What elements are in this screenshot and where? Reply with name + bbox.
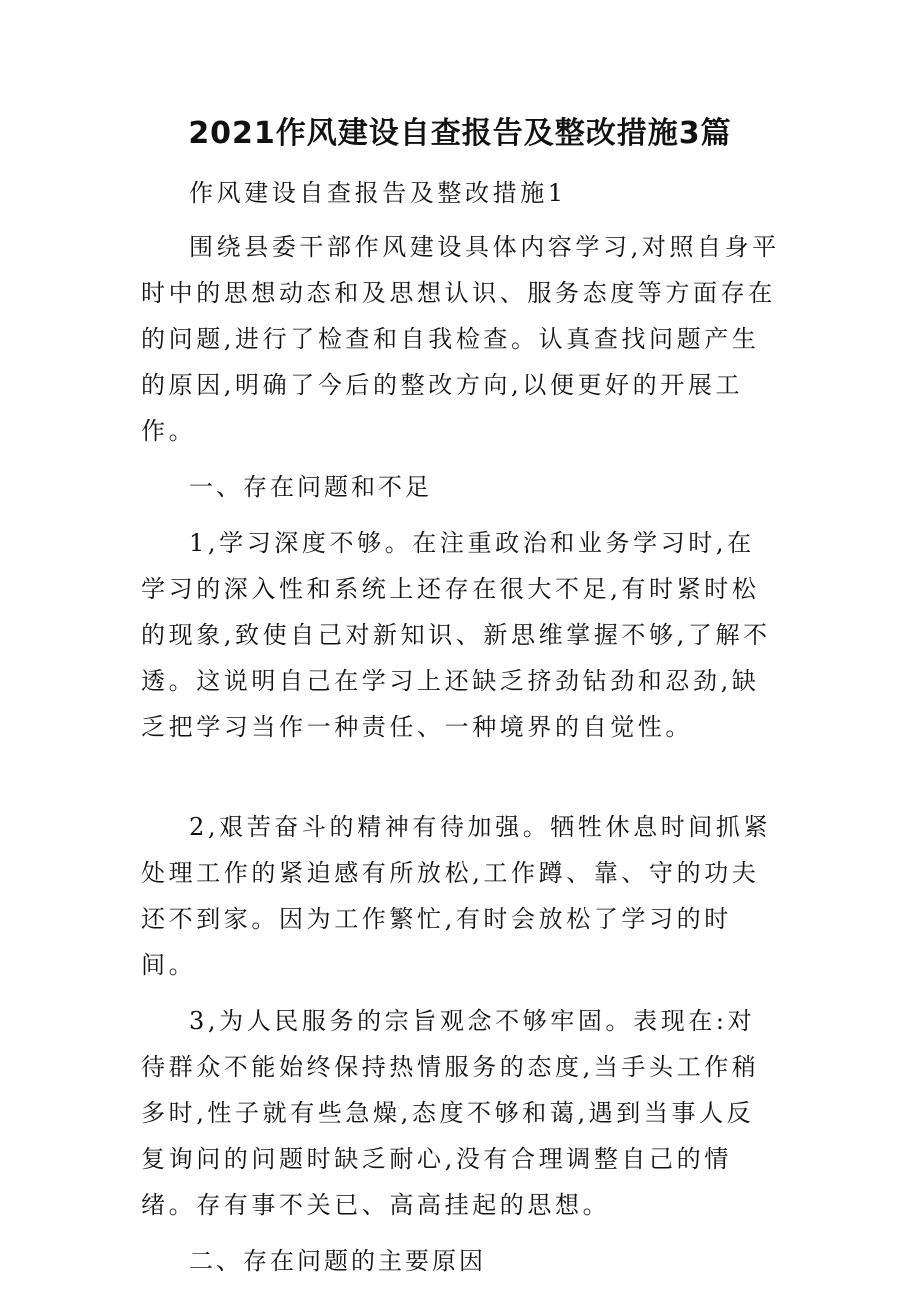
problem-item-3: 3,为人民服务的宗旨观念不够牢固。表现在:对待群众不能始终保持热情服务的态度,当手头工作稍多时,性子就有些急燥,态度不够和蔼,遇到当事人反复询问的问题时缺乏耐心,没有合理调整自己的情绪。存有事不关已、高高挂起的思想。 — [141, 1007, 760, 1219]
section-heading-causes: 二、存在问题的主要原因 — [189, 1247, 486, 1275]
problem-item-2: 2,艰苦奋斗的精神有待加强。牺牲休息时间抓紧处理工作的紧迫感有所放松,工作蹲、靠、守的功夫还不到家。因为工作繁忙,有时会放松了学习的时间。 — [141, 813, 772, 979]
intro-paragraph: 围绕县委干部作风建设具体内容学习,对照自身平时中的思想动态和及思想认识、服务态度等方面存在的问题,进行了检查和自我检查。认真查找问题产生的原因,明确了今后的整改方向,以便更好的开展工作。 — [141, 233, 780, 445]
section-heading-problems: 一、存在问题和不足 — [189, 473, 432, 501]
section-subtitle: 作风建设自查报告及整改措施1 — [189, 179, 567, 207]
document-body — [141, 170, 781, 1284]
document-title: 2021作风建设自查报告及整改措施3篇 — [188, 116, 732, 151]
problem-item-1: 1,学习深度不够。在注重政治和业务学习时,在学习的深入性和系统上还存在很大不足,有时紧时松的现象,致使自己对新知识、新思维掌握不够,了解不透。这说明自己在学习上还缺乏挤劲钻劲和忍劲,缺乏把学习当作一种责任、一种境界的自觉性。 — [141, 529, 771, 741]
